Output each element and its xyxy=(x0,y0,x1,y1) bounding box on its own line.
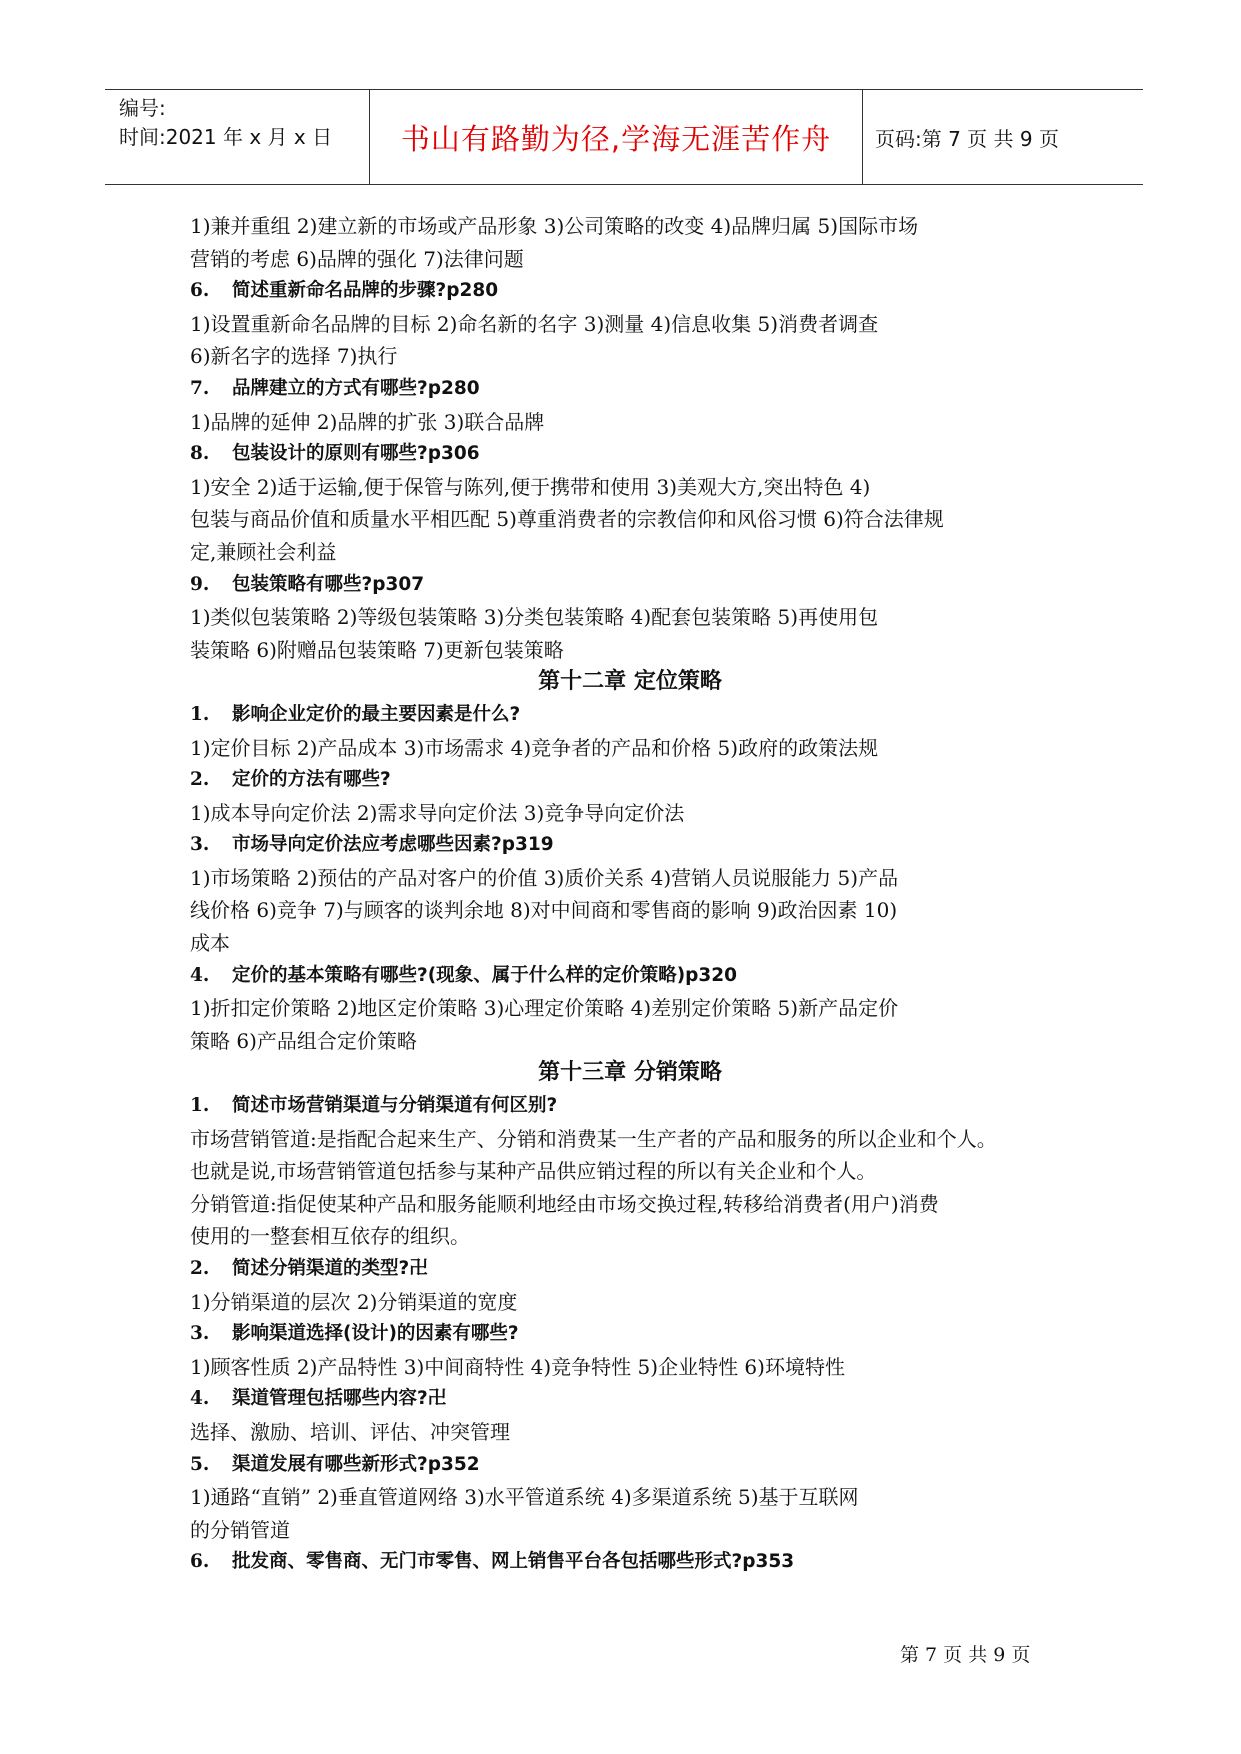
chapter-heading: 第十三章 分销策略 xyxy=(538,1060,722,1086)
question-number: 4. xyxy=(190,964,210,986)
text-line: 营销的考虑 6)品牌的强化 7)法律问题 xyxy=(190,246,524,271)
text-line: 1)类似包装策略 2)等级包装策略 3)分类包装策略 4)配套包装策略 5)再使用包 xyxy=(190,605,879,630)
question-text: 包装设计的原则有哪些?p306 xyxy=(232,443,480,465)
question-number: 4. xyxy=(190,1388,210,1410)
text-line: 1)兼并重组 2)建立新的市场或产品形象 3)公司策略的改变 4)品牌归属 5)国际市场 xyxy=(190,214,919,238)
question-number: 1. xyxy=(190,1095,210,1117)
text-line: 的分销管道 xyxy=(190,1517,290,1542)
question-text: 定价的方法有哪些? xyxy=(232,769,391,791)
text-line: 使用的一整套相互依存的组织。 xyxy=(190,1224,470,1249)
question-number: 6. xyxy=(190,1551,210,1573)
text-line: 选择、激励、培训、评估、冲突管理 xyxy=(190,1419,510,1444)
text-line: 1)市场策略 2)预估的产品对客户的价值 3)质价关系 4)营销人员说服能力 5)产品 xyxy=(190,865,899,890)
header-motto: 书山有路勤为径,学海无涯苦作舟 xyxy=(370,90,863,184)
text-line: 1)折扣定价策略 2)地区定价策略 3)心理定价策略 4)差别定价策略 5)新产品定价 xyxy=(190,996,899,1021)
question-heading xyxy=(190,1546,1070,1579)
question-heading xyxy=(190,764,1070,797)
question-text: 包装策略有哪些?p307 xyxy=(232,573,425,595)
text-line: 线价格 6)竞争 7)与顾客的谈判余地 8)对中间商和零售商的影响 9)政治因素 10) xyxy=(190,898,898,923)
question-text: 渠道管理包括哪些内容?卍 xyxy=(232,1388,447,1410)
question-heading xyxy=(190,373,1070,406)
text-line: 1)成本导向定价法 2)需求导向定价法 3)竞争导向定价法 xyxy=(190,800,685,825)
question-number: 5. xyxy=(190,1453,210,1475)
question-heading xyxy=(190,960,1070,993)
question-text: 简述重新命名品牌的步骤?p280 xyxy=(232,280,499,302)
document-body xyxy=(190,210,1070,1579)
text-line: 1)安全 2)适于运输,便于保管与陈列,便于携带和使用 3)美观大方,突出特色 4) xyxy=(190,474,871,499)
question-heading xyxy=(190,1449,1070,1482)
question-heading xyxy=(190,829,1070,862)
text-line: 1)定价目标 2)产品成本 3)市场需求 4)竞争者的产品和价格 5)政府的政策法规 xyxy=(190,735,879,760)
text-line: 包装与商品价值和质量水平相匹配 5)尊重消费者的宗教信仰和风俗习惯 6)符合法律规 xyxy=(190,507,944,532)
text-line: 定,兼顾社会利益 xyxy=(190,539,337,564)
text-line: 市场营销管道:是指配合起来生产、分销和消费某一生产者的产品和服务的所以企业和个人。 xyxy=(190,1126,997,1151)
question-number: 2. xyxy=(190,769,210,791)
question-number: 1. xyxy=(190,703,210,725)
question-heading xyxy=(190,1253,1070,1286)
text-line: 分销管道:指促使某种产品和服务能顺利地经由市场交换过程,转移给消费者(用户)消费 xyxy=(190,1191,939,1216)
text-line: 1)设置重新命名品牌的目标 2)命名新的名字 3)测量 4)信息收集 5)消费者调查 xyxy=(190,311,879,336)
text-line: 1)顾客性质 2)产品特性 3)中间商特性 4)竞争特性 5)企业特性 6)环境特性 xyxy=(190,1354,845,1379)
question-text: 批发商、零售商、无门市零售、网上销售平台各包括哪些形式?p353 xyxy=(232,1551,795,1573)
question-text: 市场导向定价法应考虑哪些因素?p319 xyxy=(232,834,554,856)
question-heading xyxy=(190,275,1070,308)
chapter-heading: 第十二章 定位策略 xyxy=(538,669,722,695)
question-heading xyxy=(190,569,1070,602)
question-heading xyxy=(190,1090,1070,1123)
header-page-label: 页码:第 7 页 共 9 页 xyxy=(875,126,1059,151)
question-number: 3. xyxy=(190,1323,210,1345)
question-number: 8. xyxy=(190,443,210,465)
text-line: 成本 xyxy=(190,931,230,956)
question-number: 7. xyxy=(190,377,210,399)
question-number: 6. xyxy=(190,280,210,302)
question-number: 2. xyxy=(190,1258,210,1279)
text-line: 1)品牌的延伸 2)品牌的扩张 3)联合品牌 xyxy=(190,409,545,434)
document-number-label: 编号: xyxy=(119,96,166,120)
page-header xyxy=(105,89,1143,185)
question-text: 影响企业定价的最主要因素是什么? xyxy=(232,703,521,725)
text-line: 装策略 6)附赠品包装策略 7)更新包装策略 xyxy=(190,637,564,662)
question-text: 定价的基本策略有哪些?(现象、属于什么样的定价策略)p320 xyxy=(232,964,738,986)
question-text: 简述分销渠道的类型?卍 xyxy=(232,1258,428,1279)
question-text: 影响渠道选择(设计)的因素有哪些? xyxy=(232,1323,519,1345)
question-heading xyxy=(190,1318,1070,1351)
question-heading xyxy=(190,699,1070,732)
header-info xyxy=(105,90,370,184)
text-line: 策略 6)产品组合定价策略 xyxy=(190,1028,417,1053)
text-line: 6)新名字的选择 7)执行 xyxy=(190,344,398,369)
text-line: 1)通路“直销” 2)垂直管道网络 3)水平管道系统 4)多渠道系统 5)基于互联网 xyxy=(190,1485,859,1510)
question-text: 简述市场营销渠道与分销渠道有何区别? xyxy=(232,1095,558,1117)
document-time-label: 时间:2021 年 x 月 x 日 xyxy=(119,125,333,149)
text-line: 也就是说,市场营销管道包括参与某种产品供应销过程的所以有关企业和个人。 xyxy=(190,1159,877,1184)
question-text: 渠道发展有哪些新形式?p352 xyxy=(232,1453,480,1475)
question-number: 3. xyxy=(190,834,210,856)
question-number: 9. xyxy=(190,573,210,595)
question-heading xyxy=(190,438,1070,471)
text-line: 1)分销渠道的层次 2)分销渠道的宽度 xyxy=(190,1289,518,1314)
question-text: 品牌建立的方式有哪些?p280 xyxy=(232,377,480,399)
page-footer: 第 7 页 共 9 页 xyxy=(900,1644,1031,1666)
question-heading xyxy=(190,1383,1070,1416)
